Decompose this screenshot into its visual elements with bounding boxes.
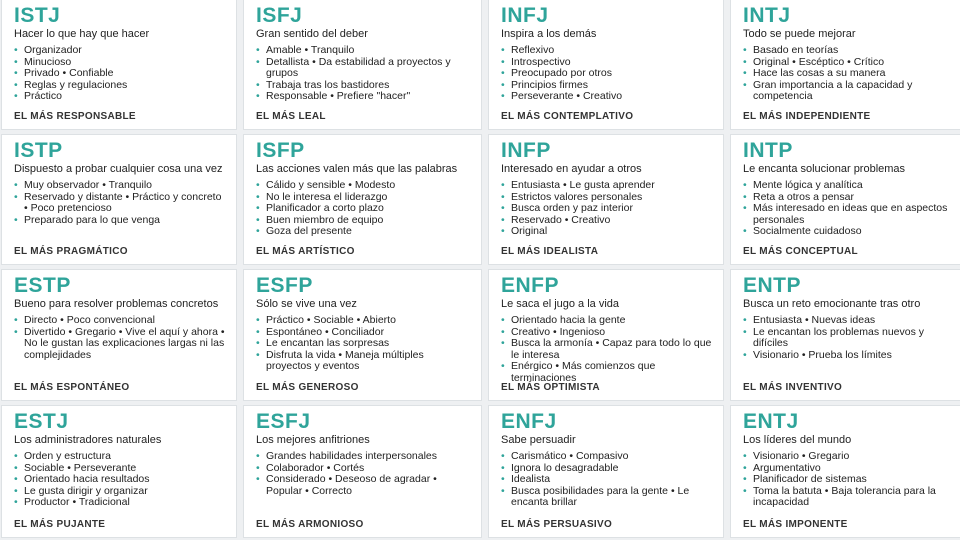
type-code: ISTP bbox=[14, 139, 63, 162]
trait-item: • Busca orden y paz interior bbox=[501, 203, 713, 215]
type-footer-label: EL MÁS OPTIMISTA bbox=[501, 382, 600, 393]
type-code: ESTJ bbox=[14, 410, 69, 433]
type-subtitle: Sólo se vive una vez bbox=[256, 298, 357, 310]
type-subtitle: Los administradores naturales bbox=[14, 434, 162, 446]
trait-item: • Entusiasta • Nuevas ideas bbox=[743, 315, 956, 327]
type-code: ESFJ bbox=[256, 410, 311, 433]
trait-list bbox=[501, 315, 713, 384]
trait-list bbox=[14, 180, 226, 226]
type-footer-label: EL MÁS PRAGMÁTICO bbox=[14, 246, 128, 257]
type-code: ENFJ bbox=[501, 410, 557, 433]
trait-item: • Socialmente cuidadoso bbox=[743, 226, 956, 238]
type-footer-label: EL MÁS RESPONSABLE bbox=[14, 111, 136, 122]
type-footer-label: EL MÁS PERSUASIVO bbox=[501, 519, 613, 530]
trait-item: • Cálido y sensible • Modesto bbox=[256, 180, 471, 192]
type-footer-label: EL MÁS IDEALISTA bbox=[501, 246, 599, 257]
trait-item: • Práctico bbox=[14, 91, 226, 103]
trait-item: • Directo • Poco convencional bbox=[14, 315, 226, 327]
trait-item: • Reflexivo bbox=[501, 45, 713, 57]
trait-item: • Enérgico • Más comienzos que terminaciones bbox=[501, 361, 713, 384]
trait-item: • Estrictos valores personales bbox=[501, 192, 713, 204]
trait-list bbox=[14, 451, 226, 509]
trait-item: • Carismático • Compasivo bbox=[501, 451, 713, 463]
trait-item: • Le encantan las sorpresas bbox=[256, 338, 471, 350]
type-footer-label: EL MÁS INVENTIVO bbox=[743, 382, 843, 393]
trait-item: • Busca la armonía • Capaz para todo lo que le interesa bbox=[501, 338, 713, 361]
type-card-enfj bbox=[489, 406, 723, 537]
trait-item: • Basado en teorías bbox=[743, 45, 956, 57]
trait-item: • Orientado hacia resultados bbox=[14, 474, 226, 486]
trait-item: • Orientado hacia la gente bbox=[501, 315, 713, 327]
trait-item: • Visionario • Gregario bbox=[743, 451, 956, 463]
type-subtitle: Los mejores anfitriones bbox=[256, 434, 370, 446]
trait-item: • Buen miembro de equipo bbox=[256, 215, 471, 227]
trait-item: • Organizador bbox=[14, 45, 226, 57]
type-card-entp bbox=[731, 270, 960, 400]
trait-item: • Entusiasta • Le gusta aprender bbox=[501, 180, 713, 192]
trait-item: • Práctico • Sociable • Abierto bbox=[256, 315, 471, 327]
type-card-istj bbox=[2, 0, 236, 129]
trait-item: • Gran importancia a la capacidad y competencia bbox=[743, 80, 956, 103]
type-subtitle: Los líderes del mundo bbox=[743, 434, 852, 446]
type-card-intj bbox=[731, 0, 960, 129]
type-subtitle: Le saca el jugo a la vida bbox=[501, 298, 620, 310]
trait-item: • Responsable • Prefiere "hacer" bbox=[256, 91, 471, 103]
type-card-istp bbox=[2, 135, 236, 264]
trait-item: • Mente lógica y analítica bbox=[743, 180, 956, 192]
trait-item: • Reservado • Creativo bbox=[501, 215, 713, 227]
type-subtitle: Interesado en ayudar a otros bbox=[501, 163, 642, 175]
type-subtitle: Gran sentido del deber bbox=[256, 28, 368, 40]
type-card-infp bbox=[489, 135, 723, 264]
trait-list bbox=[256, 45, 471, 103]
trait-item: • Reta a otros a pensar bbox=[743, 192, 956, 204]
type-code: ISFJ bbox=[256, 4, 303, 27]
type-card-intp bbox=[731, 135, 960, 264]
trait-item: • Hace las cosas a su manera bbox=[743, 68, 956, 80]
type-footer-label: EL MÁS ARTÍSTICO bbox=[256, 246, 355, 257]
trait-item: • Orden y estructura bbox=[14, 451, 226, 463]
trait-list bbox=[743, 315, 956, 361]
type-card-esfj bbox=[244, 406, 481, 537]
type-subtitle: Bueno para resolver problemas concretos bbox=[14, 298, 219, 310]
type-code: INTP bbox=[743, 139, 793, 162]
type-subtitle: Todo se puede mejorar bbox=[743, 28, 856, 40]
trait-list bbox=[743, 45, 956, 103]
trait-item: • Minucioso bbox=[14, 57, 226, 69]
trait-list bbox=[501, 451, 713, 509]
trait-item: • Principios firmes bbox=[501, 80, 713, 92]
trait-item: • Muy observador • Tranquilo bbox=[14, 180, 226, 192]
trait-item: • Disfruta la vida • Maneja múltiples proyectos y eventos bbox=[256, 350, 471, 373]
trait-item: • Original bbox=[501, 226, 713, 238]
type-code: ENTJ bbox=[743, 410, 799, 433]
trait-item: • No le interesa el liderazgo bbox=[256, 192, 471, 204]
trait-item: • Privado • Confiable bbox=[14, 68, 226, 80]
trait-list bbox=[256, 315, 471, 373]
type-card-isfp bbox=[244, 135, 481, 264]
trait-item: • Original • Escéptico • Crítico bbox=[743, 57, 956, 69]
trait-item: • Detallista • Da estabilidad a proyectos y grupos bbox=[256, 57, 471, 80]
trait-list bbox=[743, 180, 956, 238]
type-code: ESFP bbox=[256, 274, 313, 297]
trait-item: • Divertido • Gregario • Vive el aquí y ahora • No le gustan las explicaciones largas ni las complejidades bbox=[14, 327, 226, 362]
type-footer-label: EL MÁS IMPONENTE bbox=[743, 519, 848, 530]
type-footer-label: EL MÁS CONTEMPLATIVO bbox=[501, 111, 634, 122]
trait-item: • Productor • Tradicional bbox=[14, 497, 226, 509]
type-footer-label: EL MÁS ARMONIOSO bbox=[256, 519, 364, 530]
trait-list bbox=[743, 451, 956, 509]
trait-item: • Amable • Tranquilo bbox=[256, 45, 471, 57]
type-card-infj bbox=[489, 0, 723, 129]
type-card-enfp bbox=[489, 270, 723, 400]
trait-item: • Goza del presente bbox=[256, 226, 471, 238]
trait-list bbox=[501, 180, 713, 238]
type-card-estp bbox=[2, 270, 236, 400]
trait-item: • Perseverante • Creativo bbox=[501, 91, 713, 103]
type-code: ESTP bbox=[14, 274, 71, 297]
trait-item: • Visionario • Prueba los límites bbox=[743, 350, 956, 362]
type-subtitle: Inspira a los demás bbox=[501, 28, 597, 40]
trait-item: • Reglas y regulaciones bbox=[14, 80, 226, 92]
type-subtitle: Las acciones valen más que las palabras bbox=[256, 163, 458, 175]
type-footer-label: EL MÁS PUJANTE bbox=[14, 519, 106, 530]
trait-item: • Trabaja tras los bastidores bbox=[256, 80, 471, 92]
trait-list bbox=[14, 315, 226, 361]
trait-item: • Creativo • Ingenioso bbox=[501, 327, 713, 339]
type-footer-label: EL MÁS CONCEPTUAL bbox=[743, 246, 858, 257]
trait-item: • Ignora lo desagradable bbox=[501, 463, 713, 475]
type-subtitle: Hacer lo que hay que hacer bbox=[14, 28, 150, 40]
trait-list bbox=[256, 180, 471, 238]
trait-list bbox=[256, 451, 471, 497]
trait-item: • Introspectivo bbox=[501, 57, 713, 69]
trait-item: • Argumentativo bbox=[743, 463, 956, 475]
trait-item: • Más interesado en ideas que en aspectos personales bbox=[743, 203, 956, 226]
type-subtitle: Busca un reto emocionante tras otro bbox=[743, 298, 921, 310]
type-code: ENFP bbox=[501, 274, 560, 297]
trait-item: • Sociable • Perseverante bbox=[14, 463, 226, 475]
type-code: INFP bbox=[501, 139, 551, 162]
trait-item: • Preparado para lo que venga bbox=[14, 215, 226, 227]
type-footer-label: EL MÁS LEAL bbox=[256, 111, 326, 122]
type-code: INFJ bbox=[501, 4, 549, 27]
type-card-entj bbox=[731, 406, 960, 537]
trait-item: • Preocupado por otros bbox=[501, 68, 713, 80]
type-code: ISTJ bbox=[14, 4, 61, 27]
trait-item: • Busca posibilidades para la gente • Le encanta brillar bbox=[501, 486, 713, 509]
trait-item: • Idealista bbox=[501, 474, 713, 486]
trait-item: • Planificador a corto plazo bbox=[256, 203, 471, 215]
type-footer-label: EL MÁS GENEROSO bbox=[256, 382, 359, 393]
type-footer-label: EL MÁS ESPONTÁNEO bbox=[14, 382, 130, 393]
type-card-isfj bbox=[244, 0, 481, 129]
trait-item: • Planificador de sistemas bbox=[743, 474, 956, 486]
type-footer-label: EL MÁS INDEPENDIENTE bbox=[743, 111, 871, 122]
trait-item: • Le encantan los problemas nuevos y difíciles bbox=[743, 327, 956, 350]
type-subtitle: Sabe persuadir bbox=[501, 434, 576, 446]
type-card-estj bbox=[2, 406, 236, 537]
trait-list bbox=[501, 45, 713, 103]
type-code: ENTP bbox=[743, 274, 802, 297]
trait-list bbox=[14, 45, 226, 103]
trait-item: • Considerado • Deseoso de agradar • Popular • Correcto bbox=[256, 474, 471, 497]
type-code: ISFP bbox=[256, 139, 305, 162]
type-subtitle: Le encanta solucionar problemas bbox=[743, 163, 906, 175]
trait-item: • Espontáneo • Conciliador bbox=[256, 327, 471, 339]
trait-item: • Toma la batuta • Baja tolerancia para la incapacidad bbox=[743, 486, 956, 509]
type-card-esfp bbox=[244, 270, 481, 400]
trait-item: • Reservado y distante • Práctico y concreto • Poco pretencioso bbox=[14, 192, 226, 215]
trait-item: • Colaborador • Cortés bbox=[256, 463, 471, 475]
type-code: INTJ bbox=[743, 4, 791, 27]
type-subtitle: Dispuesto a probar cualquier cosa una vez bbox=[14, 163, 223, 175]
trait-item: • Grandes habilidades interpersonales bbox=[256, 451, 471, 463]
trait-item: • Le gusta dirigir y organizar bbox=[14, 486, 226, 498]
